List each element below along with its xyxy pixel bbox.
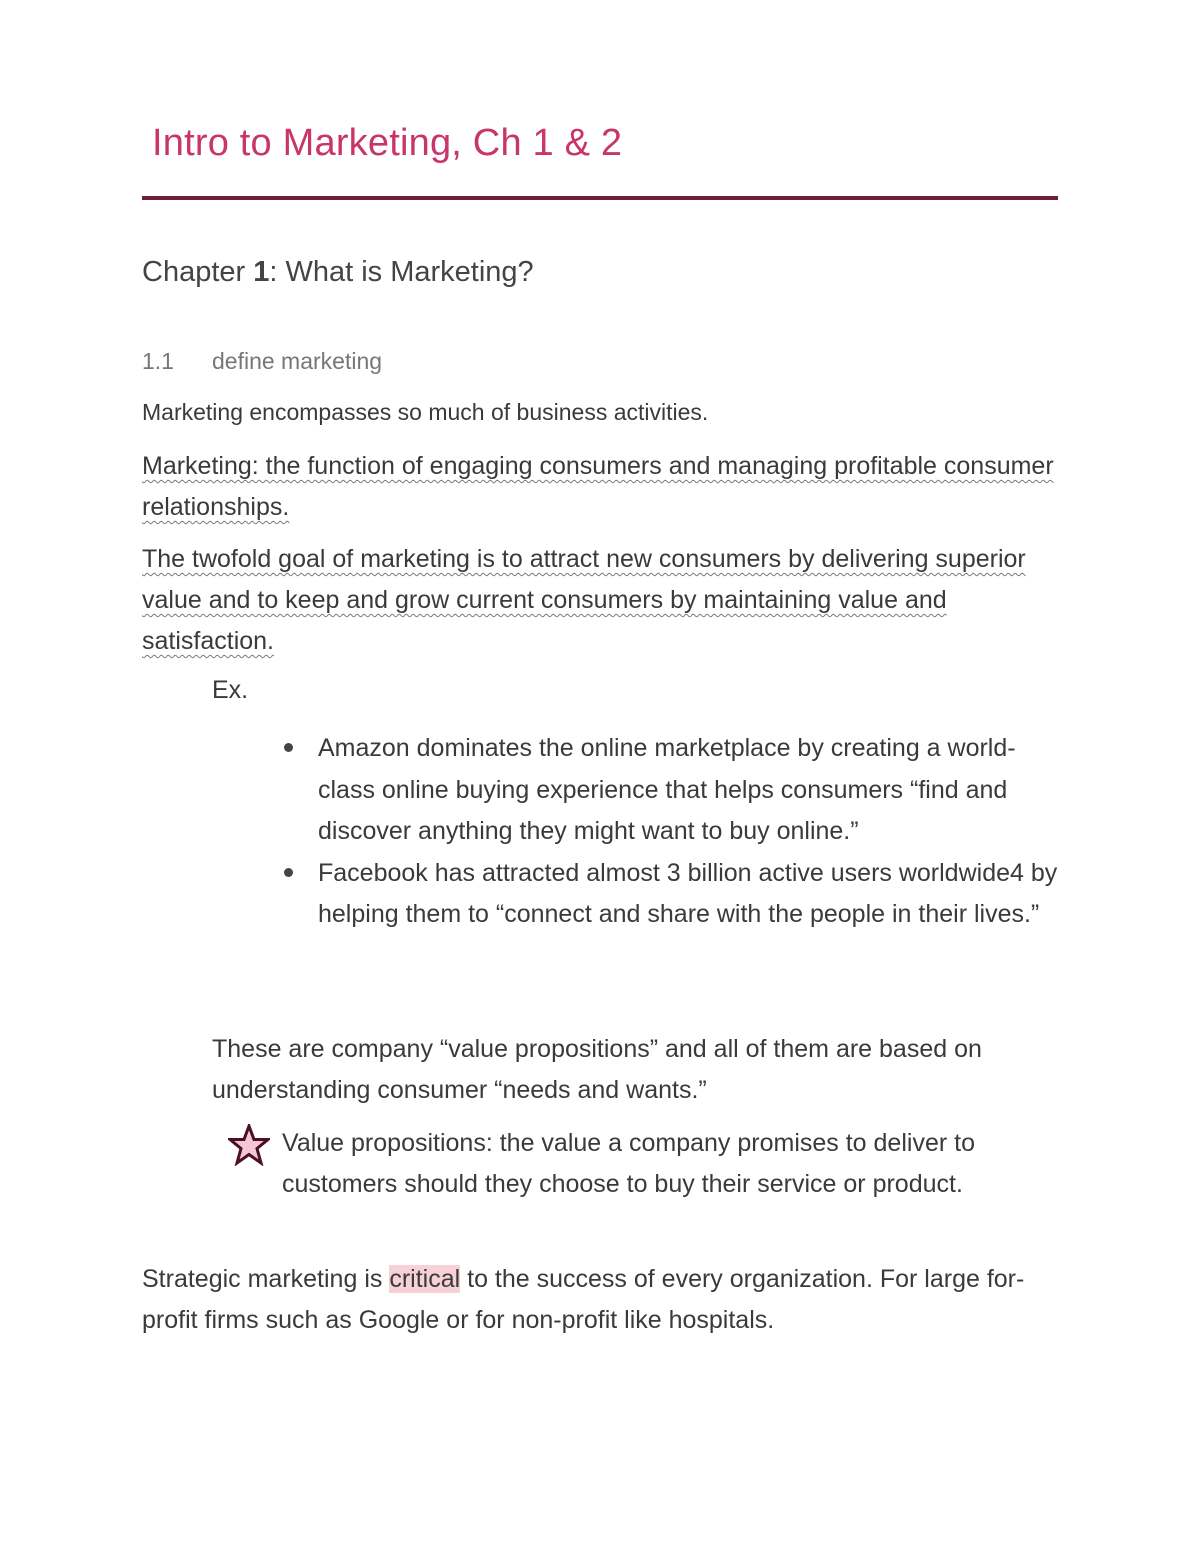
- bullet-dot-icon: [284, 868, 293, 877]
- value-props-note: These are company “value propositions” and all of them are based on understanding consumer “needs and wants.”: [212, 1035, 982, 1104]
- strategic-after: to the success of every organization. For large for-profit firms such as Google or for non-profit like hospitals.: [142, 1265, 1025, 1334]
- star-icon: [228, 1124, 270, 1166]
- intro-paragraph: Marketing encompasses so much of business activities.: [142, 399, 709, 425]
- example-text: Amazon dominates the online marketplace by creating a world-class online buying experience that helps consumers “find and discover anything they might want to buy online.”: [318, 734, 1016, 845]
- bullet-dot-icon: [284, 743, 293, 752]
- section-label: define marketing: [212, 348, 383, 374]
- highlighted-word: critical: [389, 1265, 461, 1293]
- definition-text: Marketing: the function of engaging consumers and managing profitable consumer relationships.: [142, 452, 1054, 521]
- examples-label: Ex.: [212, 676, 249, 704]
- goal-paragraph: [142, 539, 1072, 662]
- chapter-number: 1: [253, 256, 270, 288]
- goal-text: The twofold goal of marketing is to attract new consumers by delivering superior value and to keep and grow current consumers by maintaining value and satisfaction.: [142, 545, 1026, 655]
- document-title: Intro to Marketing, Ch 1 & 2: [152, 122, 623, 164]
- section-number: 1.1: [142, 348, 174, 374]
- title-divider: [142, 196, 1058, 200]
- chapter-heading: [142, 256, 534, 289]
- examples-list: [282, 728, 1062, 936]
- strategic-before: Strategic marketing is: [142, 1265, 390, 1293]
- strategic-paragraph: [142, 1259, 1072, 1341]
- value-props-definition: Value propositions: the value a company promises to deliver to customers should they choose to buy their service or product.: [282, 1129, 975, 1198]
- example-text: Facebook has attracted almost 3 billion active users worldwide4 by helping them to “connect and share with the people in their lives.”: [318, 858, 1058, 928]
- chapter-prefix: Chapter: [142, 256, 254, 288]
- list-item: [282, 728, 1062, 853]
- list-item: [282, 853, 1062, 936]
- chapter-title: : What is Marketing?: [269, 256, 534, 288]
- section-heading: [142, 348, 382, 375]
- definition-paragraph: [142, 446, 1072, 528]
